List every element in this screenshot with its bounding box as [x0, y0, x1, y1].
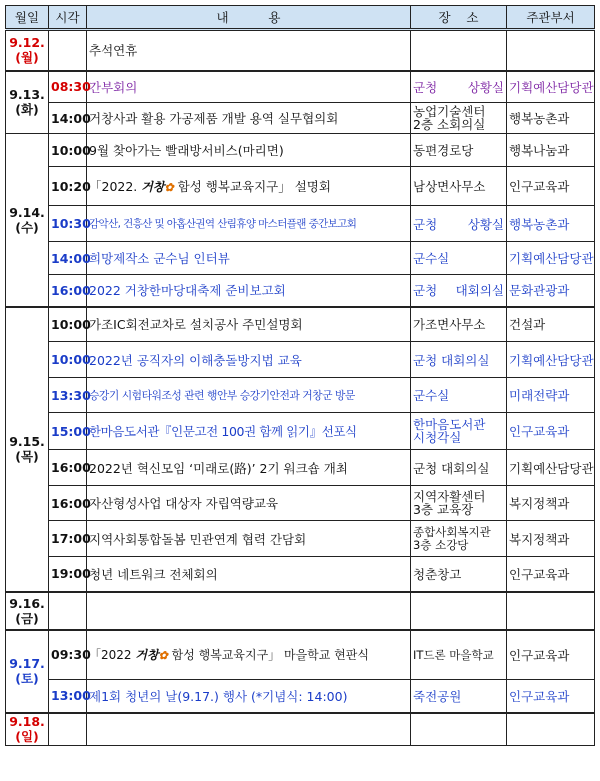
- content-cell: [87, 592, 411, 630]
- table-header-row: [6, 6, 595, 30]
- time-cell: 08:30: [49, 71, 87, 103]
- table-row: [6, 342, 595, 378]
- header-time: 시각: [49, 6, 87, 30]
- table-row: [6, 134, 595, 167]
- content-cell: 2022년 혁신모임 ‘미래로(路)’ 2기 워크숍 개최: [87, 450, 411, 486]
- time-cell: 09:30: [49, 630, 87, 680]
- content-cell: 간부회의: [87, 71, 411, 103]
- time-cell: 10:00: [49, 307, 87, 342]
- content-cell: 감악산, 건흥산 및 아홉산권역 산림휴양 마스터플랜 중간보고회: [87, 206, 411, 242]
- dept-cell: 행복농촌과: [507, 206, 595, 242]
- header-place: 장 소: [411, 6, 507, 30]
- place-cell: 농업기술센터 2층 소회의실: [411, 103, 507, 134]
- table-row: [6, 167, 595, 206]
- table-row: [6, 206, 595, 242]
- place-cell: 지역자활센터 3층 교육장: [411, 486, 507, 521]
- table-row: [6, 630, 595, 680]
- time-cell: 10:30: [49, 206, 87, 242]
- table-row: [6, 242, 595, 275]
- time-cell: [49, 713, 87, 746]
- time-cell: 16:00: [49, 486, 87, 521]
- content-suffix: 함성 행복교육지구」 설명회: [177, 179, 331, 194]
- dept-cell: [507, 713, 595, 746]
- content-prefix: 「2022.: [89, 179, 138, 194]
- place-cell: 군수실: [411, 242, 507, 275]
- place-cell: [411, 592, 507, 630]
- place-cell: [411, 713, 507, 746]
- place-cell: IT드론 마을학교: [411, 630, 507, 680]
- dept-cell: 인구교육과: [507, 630, 595, 680]
- table-row: [6, 275, 595, 307]
- content-cell: 한마음도서관『인문고전 100권 함께 읽기』선포식: [87, 413, 411, 450]
- dept-cell: 건설과: [507, 307, 595, 342]
- place-cell: 군청 대회의실: [411, 275, 507, 307]
- time-cell: 16:00: [49, 275, 87, 307]
- header-content: 내 용: [87, 6, 411, 30]
- place-cell: [411, 30, 507, 71]
- content-cell: [87, 167, 411, 206]
- time-cell: 15:00: [49, 413, 87, 450]
- dept-cell: 인구교육과: [507, 413, 595, 450]
- time-cell: 14:00: [49, 103, 87, 134]
- dept-cell: 문화관광과: [507, 275, 595, 307]
- dept-cell: 복지정책과: [507, 486, 595, 521]
- place-cell: 군청 상황실: [411, 71, 507, 103]
- time-cell: 13:00: [49, 680, 87, 713]
- date-cell: 9.15. (목): [6, 307, 49, 592]
- dept-cell: 인구교육과: [507, 680, 595, 713]
- table-row: [6, 378, 595, 413]
- time-cell: 10:00: [49, 134, 87, 167]
- dept-cell: [507, 30, 595, 71]
- content-cell: 추석연휴: [87, 30, 411, 71]
- flower-icon: ✿: [158, 649, 168, 663]
- header-dept: 주관부서: [507, 6, 595, 30]
- time-cell: 10:20: [49, 167, 87, 206]
- flower-icon: ✿: [164, 181, 174, 194]
- content-cell: 청년 네트워크 전체회의: [87, 557, 411, 592]
- table-row: [6, 450, 595, 486]
- time-cell: 19:00: [49, 557, 87, 592]
- content-cell: 지역사회통합돌봄 민관연계 협력 간담회: [87, 521, 411, 557]
- dept-cell: [507, 592, 595, 630]
- content-cell: 2022 거창한마당대축제 준비보고회: [87, 275, 411, 307]
- table-row: [6, 713, 595, 746]
- content-cell: 승강기 시험타워조성 관련 행안부 승강기안전과 거창군 방문: [87, 378, 411, 413]
- place-cell: 죽전공원: [411, 680, 507, 713]
- dept-cell: 기획예산담당관: [507, 242, 595, 275]
- header-date: 월일: [6, 6, 49, 30]
- table-row: [6, 592, 595, 630]
- content-cell: 제1회 청년의 날(9.17.) 행사 (*기념식: 14:00): [87, 680, 411, 713]
- date-cell: 9.13. (화): [6, 71, 49, 134]
- time-cell: 16:00: [49, 450, 87, 486]
- geochang-logo: 거창✿: [135, 648, 168, 663]
- content-cell: 거창사과 활용 가공제품 개발 용역 실무협의회: [87, 103, 411, 134]
- content-cell: [87, 630, 411, 680]
- place-cell: 군청 대회의실: [411, 342, 507, 378]
- content-suffix: 함성 행복교육지구」 마을학교 현판식: [171, 648, 369, 663]
- place-cell: 청춘창고: [411, 557, 507, 592]
- content-cell: 가조IC회전교차로 설치공사 주민설명회: [87, 307, 411, 342]
- table-row: [6, 680, 595, 713]
- time-cell: 14:00: [49, 242, 87, 275]
- date-cell: 9.12. (월): [6, 30, 49, 71]
- table-row: [6, 557, 595, 592]
- table-row: [6, 30, 595, 71]
- content-cell: 자산형성사업 대상자 자립역량교육: [87, 486, 411, 521]
- table-row: [6, 521, 595, 557]
- time-cell: 17:00: [49, 521, 87, 557]
- place-cell: 동편경로당: [411, 134, 507, 167]
- table-row: [6, 413, 595, 450]
- content-cell: [87, 713, 411, 746]
- geochang-logo: 거창✿: [141, 180, 174, 194]
- place-cell: 한마음도서관 시청각실: [411, 413, 507, 450]
- place-cell: 남상면사무소: [411, 167, 507, 206]
- time-cell: 13:30: [49, 378, 87, 413]
- dept-cell: 복지정책과: [507, 521, 595, 557]
- dept-cell: 미래전략과: [507, 378, 595, 413]
- content-prefix: 「2022: [89, 648, 132, 663]
- dept-cell: 인구교육과: [507, 167, 595, 206]
- place-cell: 군수실: [411, 378, 507, 413]
- schedule-sheet: [5, 5, 595, 746]
- place-cell: 군청 상황실: [411, 206, 507, 242]
- time-cell: 10:00: [49, 342, 87, 378]
- dept-cell: 행복농촌과: [507, 103, 595, 134]
- table-row: [6, 307, 595, 342]
- date-cell: 9.18. (일): [6, 713, 49, 746]
- dept-cell: 기획예산담당관: [507, 342, 595, 378]
- time-cell: [49, 30, 87, 71]
- content-cell: 9월 찾아가는 빨래방서비스(마리면): [87, 134, 411, 167]
- dept-cell: 기획예산담당관: [507, 71, 595, 103]
- place-cell: 종합사회복지관 3층 소강당: [411, 521, 507, 557]
- time-cell: [49, 592, 87, 630]
- content-cell: 2022년 공직자의 이해충돌방지법 교육: [87, 342, 411, 378]
- dept-cell: 행복나눔과: [507, 134, 595, 167]
- table-row: [6, 103, 595, 134]
- place-cell: 가조면사무소: [411, 307, 507, 342]
- place-cell: 군청 대회의실: [411, 450, 507, 486]
- dept-cell: 인구교육과: [507, 557, 595, 592]
- content-cell: 희망제작소 군수님 인터뷰: [87, 242, 411, 275]
- dept-cell: 기획예산담당관: [507, 450, 595, 486]
- table-row: [6, 486, 595, 521]
- table-row: [6, 71, 595, 103]
- date-cell: 9.16. (금): [6, 592, 49, 630]
- weekly-schedule-table: [5, 5, 595, 746]
- date-cell: 9.14. (수): [6, 134, 49, 307]
- date-cell: 9.17. (토): [6, 630, 49, 713]
